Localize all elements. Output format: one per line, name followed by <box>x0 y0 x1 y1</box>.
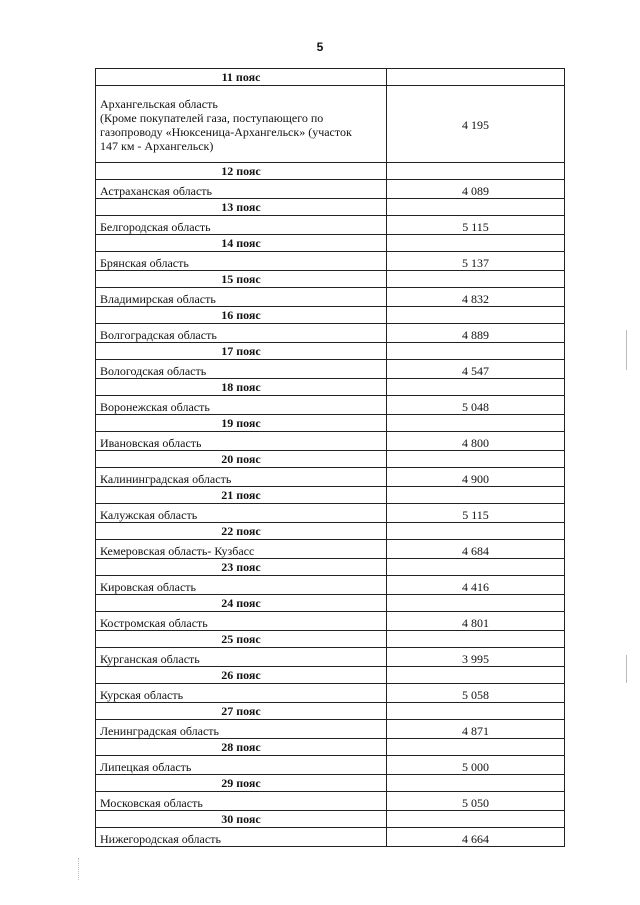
zone-name: 22 пояс <box>96 523 387 540</box>
zone-value-empty <box>387 235 565 252</box>
region-name: Ивановская область <box>96 432 387 451</box>
region-row <box>96 396 565 415</box>
margin-mark <box>78 858 81 880</box>
zone-name: 12 пояс <box>96 163 387 180</box>
zone-value-empty <box>387 379 565 396</box>
tariff-table-body <box>96 69 565 847</box>
region-price: 4 416 <box>387 576 565 595</box>
zone-value-empty <box>387 775 565 792</box>
region-name: Кемеровская область- Кузбасс <box>96 540 387 559</box>
zone-row <box>96 703 565 720</box>
zone-name: 28 пояс <box>96 739 387 756</box>
zone-name: 21 пояс <box>96 487 387 504</box>
region-row <box>96 252 565 271</box>
region-name: Кировская область <box>96 576 387 595</box>
region-row <box>96 216 565 235</box>
region-row <box>96 720 565 739</box>
region-price: 5 115 <box>387 504 565 523</box>
region-row <box>96 432 565 451</box>
zone-row <box>96 271 565 288</box>
region-row <box>96 360 565 379</box>
zone-value-empty <box>387 487 565 504</box>
region-price: 4 801 <box>387 612 565 631</box>
zone-name: 11 пояс <box>96 69 387 86</box>
zone-value-empty <box>387 559 565 576</box>
region-row <box>96 468 565 487</box>
zone-name: 17 пояс <box>96 343 387 360</box>
zone-row <box>96 379 565 396</box>
zone-row <box>96 487 565 504</box>
region-row <box>96 86 565 163</box>
zone-name: 29 пояс <box>96 775 387 792</box>
zone-value-empty <box>387 343 565 360</box>
region-name: Брянская область <box>96 252 387 271</box>
region-price: 3 995 <box>387 648 565 667</box>
region-row <box>96 684 565 703</box>
zone-row <box>96 595 565 612</box>
zone-row <box>96 307 565 324</box>
edge-mark <box>626 655 627 683</box>
zone-value-empty <box>387 523 565 540</box>
region-name: Волгоградская область <box>96 324 387 343</box>
region-price: 4 664 <box>387 828 565 847</box>
zone-row <box>96 69 565 86</box>
zone-value-empty <box>387 307 565 324</box>
zone-name: 30 пояс <box>96 811 387 828</box>
zone-value-empty <box>387 739 565 756</box>
zone-name: 14 пояс <box>96 235 387 252</box>
region-row <box>96 180 565 199</box>
zone-row <box>96 451 565 468</box>
zone-value-empty <box>387 703 565 720</box>
zone-value-empty <box>387 271 565 288</box>
region-row <box>96 792 565 811</box>
region-name: Владимирская область <box>96 288 387 307</box>
zone-name: 18 пояс <box>96 379 387 396</box>
zone-value-empty <box>387 415 565 432</box>
zone-row <box>96 559 565 576</box>
zone-value-empty <box>387 595 565 612</box>
zone-row <box>96 631 565 648</box>
zone-row <box>96 667 565 684</box>
region-name-line: Архангельская область <box>100 97 218 111</box>
region-price: 5 050 <box>387 792 565 811</box>
region-name: Белгородская область <box>96 216 387 235</box>
tariff-table <box>95 68 565 847</box>
zone-value-empty <box>387 667 565 684</box>
region-price: 4 832 <box>387 288 565 307</box>
region-row <box>96 540 565 559</box>
region-price: 5 000 <box>387 756 565 775</box>
region-name: Ленинградская область <box>96 720 387 739</box>
region-price: 4 800 <box>387 432 565 451</box>
region-row <box>96 828 565 847</box>
edge-mark <box>626 330 627 370</box>
region-name: Калининградская область <box>96 468 387 487</box>
zone-row <box>96 415 565 432</box>
region-price: 5 137 <box>387 252 565 271</box>
region-price: 4 089 <box>387 180 565 199</box>
region-row <box>96 648 565 667</box>
zone-name: 13 пояс <box>96 199 387 216</box>
region-name-multiline <box>96 86 387 163</box>
zone-value-empty <box>387 451 565 468</box>
zone-name: 26 пояс <box>96 667 387 684</box>
region-name: Липецкая область <box>96 756 387 775</box>
zone-value-empty <box>387 811 565 828</box>
region-name: Московская область <box>96 792 387 811</box>
zone-name: 25 пояс <box>96 631 387 648</box>
region-price: 4 889 <box>387 324 565 343</box>
region-row <box>96 504 565 523</box>
zone-name: 27 пояс <box>96 703 387 720</box>
region-row <box>96 324 565 343</box>
zone-row <box>96 523 565 540</box>
region-row <box>96 612 565 631</box>
zone-value-empty <box>387 163 565 180</box>
region-row <box>96 288 565 307</box>
region-row <box>96 756 565 775</box>
region-price: 4 684 <box>387 540 565 559</box>
region-name: Вологодская область <box>96 360 387 379</box>
zone-row <box>96 235 565 252</box>
zone-value-empty <box>387 69 565 86</box>
region-price: 5 115 <box>387 216 565 235</box>
zone-row <box>96 739 565 756</box>
zone-name: 23 пояс <box>96 559 387 576</box>
zone-row <box>96 163 565 180</box>
zone-row <box>96 811 565 828</box>
zone-row <box>96 343 565 360</box>
region-note-line: 147 км - Архангельск) <box>100 139 214 153</box>
region-row <box>96 576 565 595</box>
region-price: 4 871 <box>387 720 565 739</box>
region-name: Курская область <box>96 684 387 703</box>
region-name: Костромская область <box>96 612 387 631</box>
zone-name: 20 пояс <box>96 451 387 468</box>
region-note-line: (Кроме покупателей газа, поступающего по <box>100 111 324 125</box>
region-price: 5 048 <box>387 396 565 415</box>
zone-name: 15 пояс <box>96 271 387 288</box>
region-name: Калужская область <box>96 504 387 523</box>
region-name: Астраханская область <box>96 180 387 199</box>
zone-row <box>96 199 565 216</box>
region-name: Курганская область <box>96 648 387 667</box>
zone-value-empty <box>387 631 565 648</box>
region-note-line: газопроводу «Нюксеница-Архангельск» (участок <box>100 125 352 139</box>
region-name: Воронежская область <box>96 396 387 415</box>
region-price: 4 900 <box>387 468 565 487</box>
region-price: 4 547 <box>387 360 565 379</box>
zone-name: 16 пояс <box>96 307 387 324</box>
zone-value-empty <box>387 199 565 216</box>
zone-row <box>96 775 565 792</box>
zone-name: 24 пояс <box>96 595 387 612</box>
region-price: 4 195 <box>387 86 565 163</box>
region-price: 5 058 <box>387 684 565 703</box>
zone-name: 19 пояс <box>96 415 387 432</box>
page-number: 5 <box>316 40 324 54</box>
region-name: Нижегородская область <box>96 828 387 847</box>
